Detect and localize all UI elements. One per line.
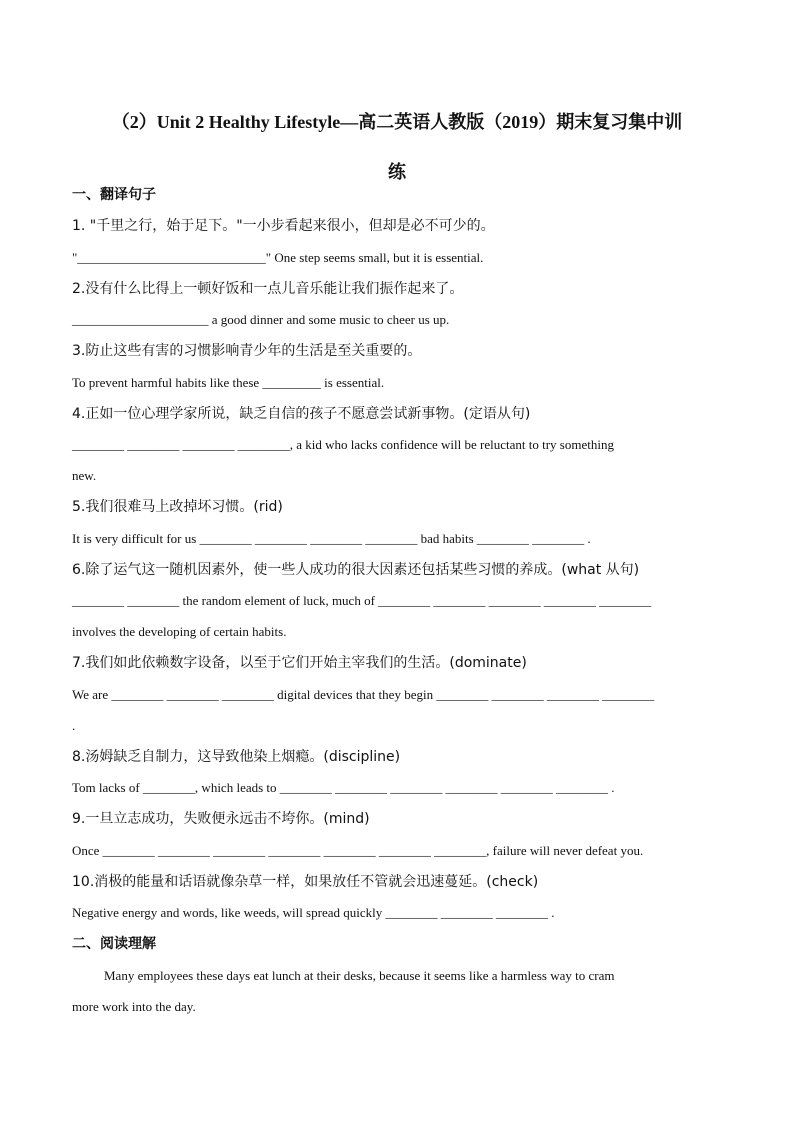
question-1-chinese: 1. "千里之行，始于足下。"一小步看起来很小，但却是必不可少的。: [72, 218, 495, 234]
question-3-english: To prevent harmful habits like these _________ is essential.: [72, 375, 385, 390]
question-4-english-cont: new.: [72, 468, 97, 483]
question-6-english-cont: involves the developing of certain habits.: [72, 624, 287, 639]
section-heading-reading: 二、阅读理解: [72, 936, 156, 952]
question-2-chinese: 2.没有什么比得上一顿好饭和一点儿音乐能让我们振作起来了。: [72, 281, 464, 297]
question-3-chinese: 3.防止这些有害的习惯影响青少年的生活是至关重要的。: [72, 343, 422, 359]
reading-paragraph-line-2: more work into the day.: [72, 999, 196, 1014]
title-line-1: （2）Unit 2 Healthy Lifestyle—高二英语人教版（2019）期末复习集中训: [111, 112, 683, 132]
question-6-english: ________ ________ the random element of luck, much of ________ ________ ________ ________ ________: [72, 593, 652, 608]
question-4-chinese: 4.正如一位心理学家所说，缺乏自信的孩子不愿意尝试新事物。(定语从句): [72, 406, 531, 422]
reading-paragraph-line-1: Many employees these days eat lunch at their desks, because it seems like a harmless way to cram: [104, 968, 615, 983]
question-8-english: Tom lacks of ________, which leads to ________ ________ ________ ________ ________ ________ .: [72, 780, 615, 795]
question-10-english: Negative energy and words, like weeds, will spread quickly ________ ________ ________ .: [72, 905, 555, 920]
title-line-2: 练: [388, 162, 406, 182]
question-1-english: "_____________________________" One step seems small, but it is essential.: [72, 250, 484, 265]
document-title: [40, 97, 754, 197]
question-6-chinese: 6.除了运气这一随机因素外，使一些人成功的很大因素还包括某些习惯的养成。(what 从句): [72, 562, 640, 578]
section-heading-translation: 一、翻译句子: [72, 187, 156, 203]
question-2-english: _____________________ a good dinner and some music to cheer us up.: [72, 312, 450, 327]
question-5-english: It is very difficult for us ________ ________ ________ ________ bad habits ________ ________ .: [72, 531, 591, 546]
question-7-chinese: 7.我们如此依赖数字设备，以至于它们开始主宰我们的生活。(dominate): [72, 655, 527, 671]
question-5-chinese: 5.我们很难马上改掉坏习惯。(rid): [72, 499, 283, 515]
question-9-english: Once ________ ________ ________ ________ ________ ________ ________, failure will never defeat you.: [72, 843, 644, 858]
question-7-english-cont: .: [72, 718, 76, 733]
question-9-chinese: 9.一旦立志成功，失败便永远击不垮你。(mind): [72, 811, 370, 827]
question-4-english: ________ ________ ________ ________, a kid who lacks confidence will be reluctant to try something: [72, 437, 614, 452]
question-7-english: We are ________ ________ ________ digital devices that they begin ________ ________ ________ ________: [72, 687, 655, 702]
question-10-chinese: 10.消极的能量和话语就像杂草一样，如果放任不管就会迅速蔓延。(check): [72, 874, 539, 890]
question-8-chinese: 8.汤姆缺乏自制力，这导致他染上烟瘾。(discipline): [72, 749, 401, 765]
